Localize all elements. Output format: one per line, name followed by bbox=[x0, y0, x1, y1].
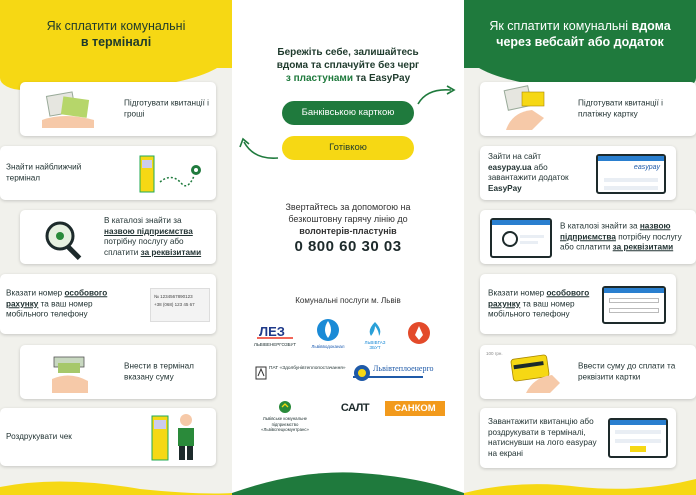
left-step-4-text-c: та ваш номер мобільного телефону bbox=[6, 298, 93, 319]
sankom-logo bbox=[385, 401, 445, 416]
left-step-1 bbox=[20, 82, 216, 136]
left-header-line2: в терміналі bbox=[80, 35, 152, 49]
lkp-logo bbox=[250, 400, 320, 433]
right-step-4-text bbox=[488, 288, 598, 320]
lviv-teploenergo-logo-text: Львівтеплоенерго bbox=[373, 364, 434, 373]
arrow-left-icon bbox=[236, 136, 282, 164]
left-step-4-text-a: Вказати номер bbox=[6, 288, 65, 298]
account-number: № 1234567890123 bbox=[154, 294, 193, 299]
left-step-4-text bbox=[6, 288, 124, 320]
promo-line2: вдома та сплачуйте без черг bbox=[276, 60, 420, 71]
right-step-1 bbox=[480, 82, 696, 136]
left-step-3-text-a: В каталозі знайти за bbox=[104, 216, 182, 225]
atp-logo bbox=[255, 366, 351, 380]
receipt-window bbox=[608, 418, 668, 458]
lvivgaz-logo bbox=[360, 320, 390, 350]
magnifier-icon bbox=[40, 216, 88, 260]
lkp-logo-text: Львівське комунальне підприємство «Львівспецкомунтранс» bbox=[261, 416, 309, 432]
lez-logo-text: ЛЬВІВЕНЕРГОЗБУТ bbox=[253, 342, 297, 347]
left-step-3-text-b: назвою підприємства bbox=[104, 226, 193, 236]
right-step-4 bbox=[480, 274, 676, 334]
pay-by-card-button[interactable]: Банківською карткою bbox=[282, 101, 414, 125]
easypay-site-label: easypay bbox=[633, 164, 660, 171]
right-step-5-text: Ввести суму до сплати та реквізити картки bbox=[578, 361, 676, 381]
right-step-2-text-a: Зайти на сайт bbox=[488, 152, 541, 161]
left-step-3 bbox=[20, 210, 216, 264]
left-header-line1: Як сплатити комунальні bbox=[46, 19, 186, 33]
receipts-card-icon bbox=[492, 84, 562, 134]
left-step-3-text-d: за реквізитами bbox=[140, 247, 202, 257]
left-step-2-text: Знайти найближчий термінал bbox=[6, 162, 82, 182]
left-step-1-text: Підготувати квитанції і гроші bbox=[124, 98, 209, 118]
right-step-4-text-c: та ваш номер мобільного телефону bbox=[488, 298, 575, 319]
right-header-line1-b: вдома bbox=[631, 19, 671, 33]
right-step-2-text-d: EasyPay bbox=[488, 183, 522, 193]
amount-label: 100 грн. bbox=[486, 351, 503, 356]
right-step-3-text-c: потрібну послугу або сплатити bbox=[560, 231, 682, 252]
print-receipt-icon bbox=[148, 410, 208, 464]
left-step-6 bbox=[0, 408, 216, 466]
right-header bbox=[464, 0, 696, 68]
lvivgaz-logo-text: ЛЬВІВГАЗ ЗБУТ bbox=[364, 340, 386, 350]
right-step-6 bbox=[480, 408, 676, 468]
right-header-line1-a: Як сплатити комунальні bbox=[489, 19, 632, 33]
lez-logo bbox=[252, 322, 298, 347]
phone-number: +38 (068) 123 45 67 bbox=[154, 302, 195, 307]
lvivvodokanal-logo bbox=[311, 318, 345, 349]
arrow-right-icon bbox=[415, 82, 461, 108]
right-step-2-text bbox=[488, 152, 582, 194]
right-step-4-text-a: Вказати номер bbox=[488, 288, 547, 298]
catalog-window bbox=[490, 218, 552, 258]
right-step-4-text-b: особового рахунку bbox=[488, 288, 590, 308]
left-step-5-text: Внести в термінал вказану суму bbox=[124, 361, 194, 381]
account-card bbox=[150, 288, 210, 322]
right-step-3-text bbox=[560, 221, 690, 253]
atp-logo-text: ПАТ «Здолбунівтеплопостачання» bbox=[269, 366, 346, 371]
promo-line3-b: та EasyPay bbox=[352, 73, 411, 84]
right-step-2 bbox=[480, 146, 676, 200]
promo-line3-a: з пластунами bbox=[285, 73, 353, 84]
terminal-map-icon bbox=[138, 152, 208, 196]
left-step-3-text bbox=[104, 216, 214, 258]
receipts-money-icon bbox=[34, 90, 104, 130]
right-step-1-text: Підготувати квитанції і платіжну картку bbox=[578, 98, 663, 118]
right-step-2-text-b: easypay.ua bbox=[488, 162, 532, 172]
svg-text:ЛЕЗ: ЛЕЗ bbox=[259, 324, 285, 339]
salt-logo bbox=[335, 402, 375, 414]
hotline-line1: Звертайтесь за допомогою на bbox=[285, 202, 411, 212]
left-step-4 bbox=[0, 274, 216, 334]
right-step-3-text-b: назвою підприємства bbox=[560, 221, 671, 241]
right-step-2-text-c: або завантажити додаток bbox=[488, 162, 569, 182]
browser-window bbox=[596, 154, 666, 194]
right-step-3-text-a: В каталозі знайти за bbox=[560, 221, 640, 231]
bottom-decoration bbox=[0, 465, 696, 495]
promo-text bbox=[232, 46, 464, 85]
hotline-phone[interactable]: 0 800 60 30 03 bbox=[294, 238, 402, 255]
cash-in-icon bbox=[44, 351, 94, 395]
salt-logo-text: САЛТ bbox=[340, 402, 370, 414]
lvivvodokanal-logo-text: Львівводоканал bbox=[311, 344, 345, 349]
card-payment-icon bbox=[506, 351, 566, 395]
left-step-3-text-c: потрібну послугу або сплатити bbox=[104, 237, 184, 257]
flame-logo bbox=[406, 321, 432, 347]
promo-line1: Бережіть себе, залишайтесь bbox=[277, 47, 419, 58]
right-header-line2: через вебсайт або додаток bbox=[496, 35, 664, 49]
utilities-title: Комунальні послуги м. Львів bbox=[295, 296, 401, 305]
right-header-line1 bbox=[464, 18, 696, 34]
form-window bbox=[602, 286, 666, 324]
hotline-line3: волонтерів-пластунів bbox=[299, 226, 397, 236]
sankom-logo-text: САНКОМ bbox=[385, 401, 445, 416]
hotline-line2: безкоштовну гарячу лінію до bbox=[288, 214, 408, 224]
catalog-search-icon bbox=[492, 225, 550, 255]
right-step-5 bbox=[480, 345, 696, 399]
right-step-6-text: Завантажити квитанцію або роздрукувати в терміналі, натиснувши на лого easypay на екрані bbox=[488, 417, 597, 458]
left-step-2 bbox=[0, 146, 216, 200]
right-step-3-text-d: за реквізитами bbox=[612, 242, 674, 252]
hotline-text bbox=[232, 201, 464, 237]
left-step-4-text-b: особового рахунку bbox=[6, 288, 108, 308]
left-step-6-text: Роздрукувати чек bbox=[6, 431, 72, 441]
right-step-3 bbox=[480, 210, 696, 264]
left-step-5 bbox=[20, 345, 216, 399]
left-header bbox=[0, 0, 232, 68]
lviv-teploenergo-logo bbox=[353, 364, 445, 382]
pay-by-cash-button[interactable]: Готівкою bbox=[282, 136, 414, 160]
